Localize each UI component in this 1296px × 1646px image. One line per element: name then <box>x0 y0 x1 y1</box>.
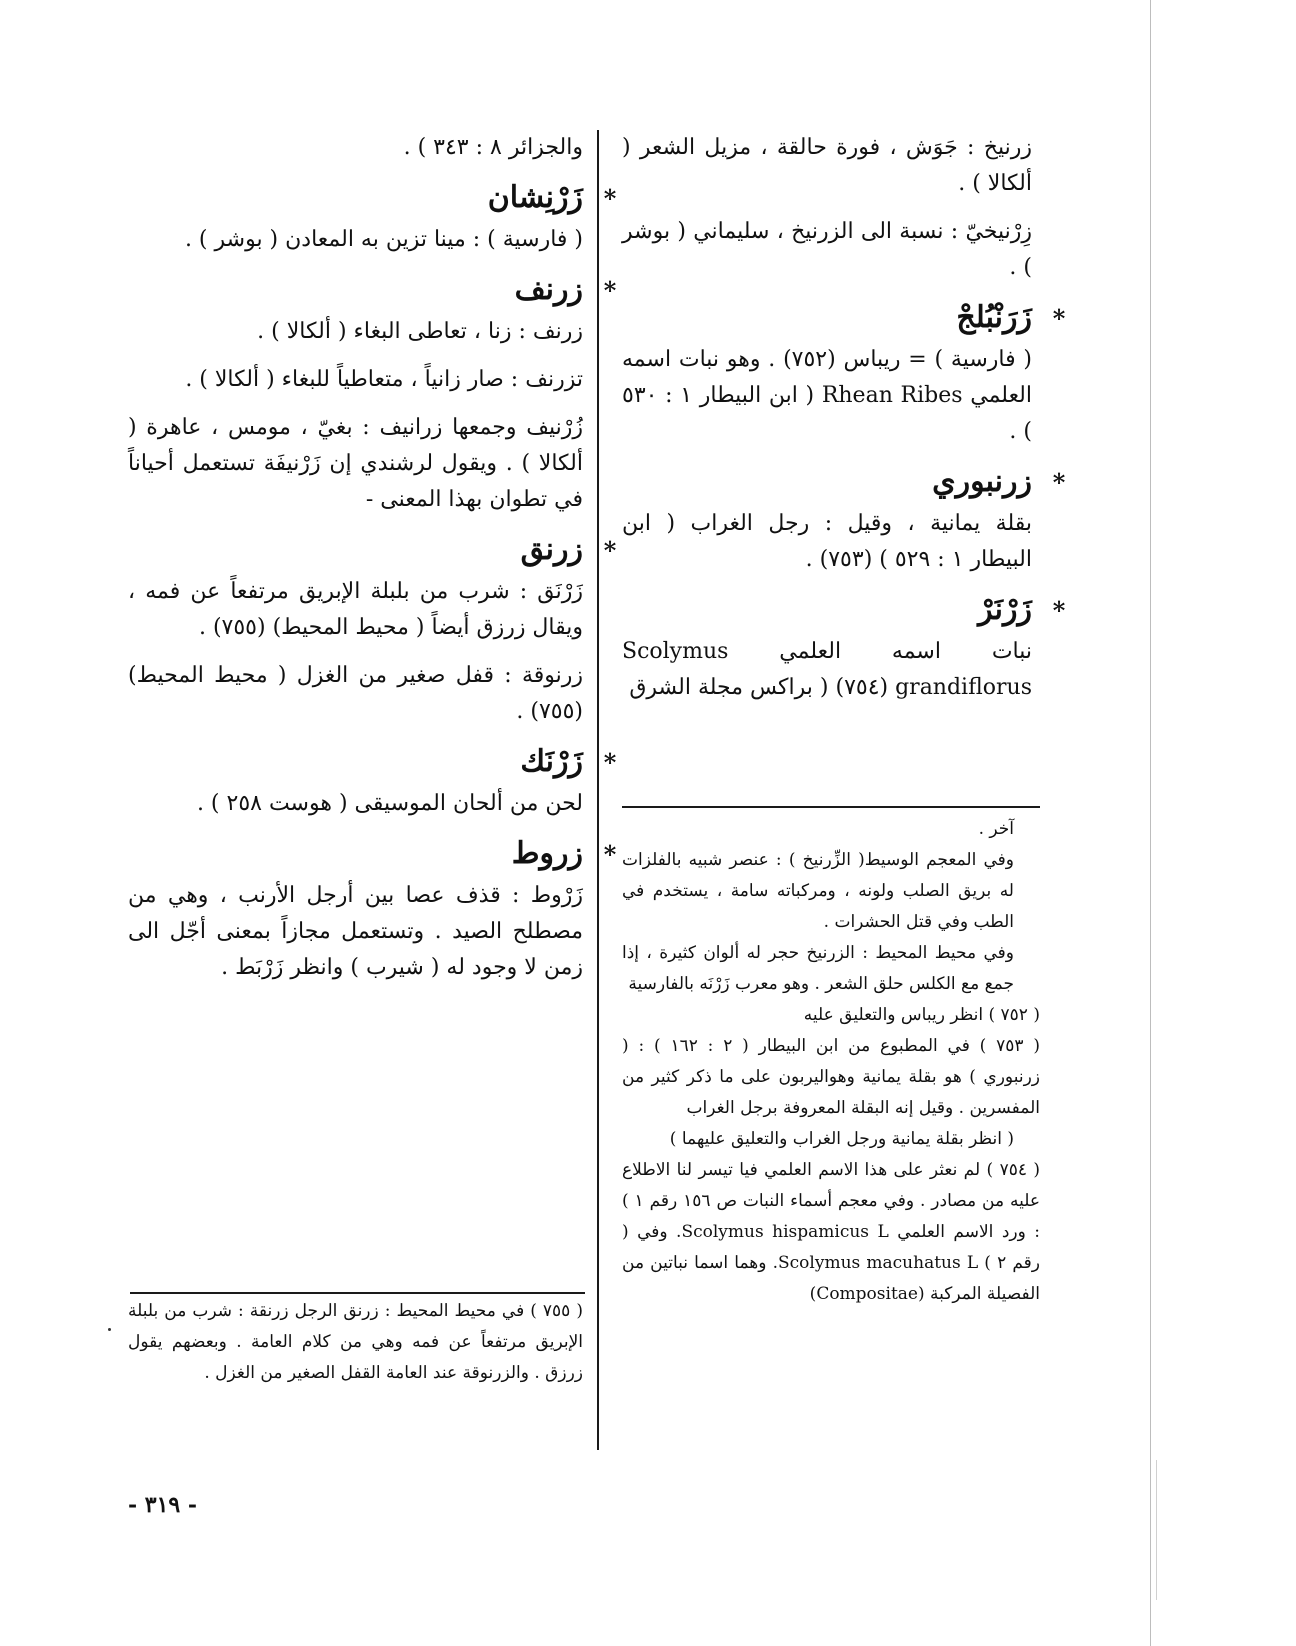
entry-headword: زَرْنِشان <box>487 180 583 215</box>
entry-definition: زرنف : زنا ، تعاطى البغاء ( ألكالا ) . <box>257 319 583 344</box>
footnote-line: وفي محيط المحيط : الزرنيخ حجر له ألوان كثيرة ، إذا جمع مع الكلس حلق الشعر . وهو معرب زَرْنَه بالفارسية <box>622 943 1014 994</box>
entry-marker: * <box>603 747 617 777</box>
footnotes-left <box>128 1296 583 1389</box>
entry-headword: زرنبوري <box>932 464 1032 499</box>
entry-headword-row <box>622 590 1072 630</box>
entry-marker: * <box>603 839 617 869</box>
dictionary-entry <box>622 298 1066 450</box>
dictionary-entry <box>128 270 617 518</box>
entry-headword-row <box>622 298 1072 338</box>
dictionary-entry <box>128 742 617 822</box>
entry-definition: تزرنف : صار زانياً ، متعاطياً للبغاء ( ألكالا ) . <box>185 367 583 392</box>
entry-definition: نبات اسمه العلمي Scolymus grandiflorus (٧٥٤) ( براكس مجلة الشرق <box>622 639 1032 700</box>
entry-marker: * <box>603 535 617 565</box>
scan-speck <box>108 1328 111 1331</box>
column-divider <box>597 130 599 1450</box>
entry-headword-row <box>622 462 1072 502</box>
entry-headword: زروط <box>511 836 583 871</box>
intro-paragraph: زِرْنيخيّ : نسبة الى الزرنيخ ، سليماني ( بوشر ) . <box>622 219 1032 280</box>
entry-headword-row <box>128 178 623 218</box>
entry-headword-row <box>128 742 623 782</box>
entry-definition: ( فارسية ) : مينا تزين به المعادن ( بوشر ) . <box>184 227 583 252</box>
entry-definition: زَرْوط : قذف عصا بين أرجل الأرنب ، وهي من مصطلح الصيد . وتستعمل مجازاً بمعنى أجّل الى زمن لا وجود له ( شيرب ) وانظر زَرْبَط . <box>128 883 583 980</box>
scan-edge-line-lower <box>1156 1460 1157 1600</box>
footnote-rule <box>130 1292 585 1294</box>
page-number: - ٣١٩ - <box>128 1492 198 1518</box>
entry-headword-row <box>128 530 623 570</box>
footnote-line: وفي المعجم الوسيط( الزِّرنيخ ) : عنصر شبيه بالفلزات له بريق الصلب ولونه ، ومركباته سامة ، يستخدم في الطب وفي قتل الحشرات . <box>622 850 1014 932</box>
dictionary-entry <box>622 590 1066 706</box>
entry-definition: ( فارسية ) = ريباس (٧٥٢) . وهو نبات اسمه العلمي Rhean Ribes ( ابن البيطار ١ : ٥٣٠ ) . <box>622 347 1033 444</box>
entry-marker: * <box>603 183 617 213</box>
entry-definition: زُرْنيف وجمعها زرانيف : بغيّ ، مومس ، عاهرة ( ألكالا ) . ويقول لرشندي إن زَرْنيفَة تستعمل أحياناً في تطوان بهذا المعنى - <box>128 415 583 512</box>
entry-definition: بقلة يمانية ، وقيل : رجل الغراب ( ابن البيطار ١ : ٥٢٩ ) (٧٥٣) . <box>622 511 1032 572</box>
scan-edge-line <box>1150 0 1151 1646</box>
dictionary-entry <box>128 530 617 730</box>
entry-headword: زَرْنَرْ <box>978 592 1032 627</box>
footnotes-right <box>622 814 1040 1310</box>
intro-paragraph: والجزائر ٨ : ٣٤٣ ) . <box>403 135 583 160</box>
entry-marker: * <box>1052 595 1066 625</box>
entry-marker: * <box>1052 467 1066 497</box>
dictionary-entry <box>128 178 617 258</box>
entry-headword: زرنق <box>520 532 583 567</box>
dictionary-entry <box>622 462 1066 578</box>
entry-headword-row <box>128 270 623 310</box>
footnote-line: ( انظر بقلة يمانية ورجل الغراب والتعليق عليهما ) <box>669 1129 1014 1149</box>
entry-definition: زَرْنَق : شرب من بلبلة الإبريق مرتفعاً عن فمه ، ويقال زرزق أيضاً ( محيط المحيط) (٧٥٥) . <box>128 579 583 640</box>
entry-marker: * <box>603 275 617 305</box>
intro-paragraph: زرنيخ : جَوَش ، فورة حالقة ، مزيل الشعر ( ألكالا ) . <box>622 135 1032 196</box>
footnote-line: ( ٧٥٥ ) في محيط المحيط : زرنق الرجل زرنقة : شرب من بلبلة الإبريق مرتفعاً عن فمه وهي من كلام العامة . وبعضهم يقول زرزق . والزرنوقة عند العامة القفل الصغير من الغزل . <box>128 1301 583 1383</box>
entry-headword: زَرَنْبُلجْ <box>956 300 1032 335</box>
entry-marker: * <box>1052 303 1066 333</box>
entry-definition: لحن من ألحان الموسيقى ( هوست ٢٥٨ ) . <box>196 791 583 816</box>
entry-headword: زرنف <box>514 272 583 307</box>
footnote-line: ( ٧٥٣ ) في المطبوع من ابن البيطار ( ٢ : ١٦٢ ) : ( زرنبوري ) هو بقلة يمانية وهواليربون على ما ذكر كثير من المفسرين . وقيل إنه البقلة المعروفة برجل الغراب <box>622 1036 1040 1118</box>
entry-headword: زَرْنَك <box>520 744 583 779</box>
footnote-line: آخر . <box>978 819 1014 839</box>
footnote-rule <box>622 806 1040 808</box>
footnote-line: ( ٧٥٤ ) لم نعثر على هذا الاسم العلمي فيا تيسر لنا الاطلاع عليه من مصادر . وفي معجم أسماء النبات ص ١٥٦ رقم ١ ) : ورد الاسم العلمي Scolymus hispamicus L. وفي ( رقم ٢ ) Scolymus macuhatus L. وهما اسما نباتين من الفصيلة المركبة (Compositae) <box>622 1160 1040 1304</box>
footnote-line: ( ٧٥٢ ) انظر ريباس والتعليق عليه <box>803 1005 1040 1025</box>
entry-definition: زرنوقة : قفل صغير من الغزل ( محيط المحيط) (٧٥٥) . <box>128 663 583 724</box>
entry-headword-row <box>128 834 623 874</box>
left-column <box>128 130 617 998</box>
dictionary-entry <box>128 834 617 986</box>
right-column <box>622 130 1066 718</box>
